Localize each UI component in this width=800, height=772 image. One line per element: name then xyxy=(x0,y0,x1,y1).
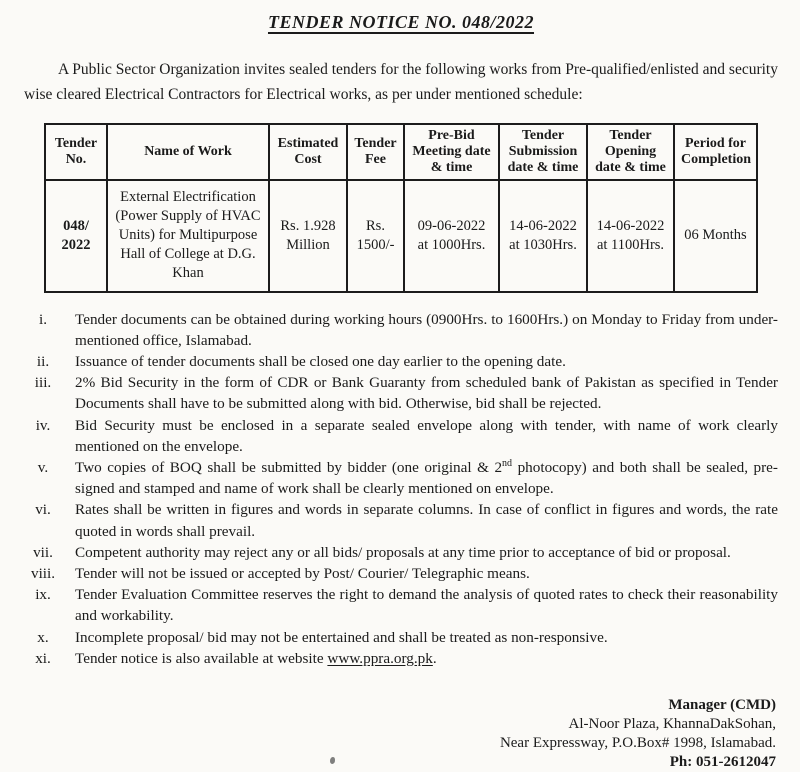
term-text-segment: . xyxy=(432,649,437,667)
page-title: TENDER NOTICE NO. 048/2022 xyxy=(267,12,535,32)
title-wrap xyxy=(24,12,778,33)
cell-name-of-work: External Electrification (Power Supply of HVAC Units) for Multipurpose Hall of College at D.G. Khan xyxy=(107,180,269,292)
term-number: viii. xyxy=(30,564,56,582)
term-text: 2% Bid Security in the form of CDR or Bank Guaranty from scheduled bank of Pakistan as specified in Tender Documents shall have to be submitted along with bid. Otherwise, bid shall be rejected. xyxy=(75,374,778,413)
term-text: Tender Evaluation Committee reserves the right to demand the analysis of quoted rates to check their reasonability and workability. xyxy=(75,586,778,625)
intro-paragraph: A Public Sector Organization invites sealed tenders for the following works from Pre-qualified/enlisted and security wise cleared Electrical Contractors for Electrical works, as per under mentioned schedule: xyxy=(24,61,778,103)
term-number: iv. xyxy=(35,416,51,434)
cell-pre-bid-meeting: 09-06-2022 at 1000Hrs. xyxy=(404,180,499,292)
cell-period-for-completion: 06 Months xyxy=(674,180,757,292)
term-text: Rates shall be written in figures and words in separate columns. In case of conflict in figures and words, the rate quoted in words shall prevail. xyxy=(75,501,778,540)
ordinal-superscript: nd xyxy=(502,457,513,469)
tender-table xyxy=(44,123,758,293)
term-text-segment: Tender notice is also available at website xyxy=(75,649,328,667)
cell-tender-no: 048/ 2022 xyxy=(45,180,107,292)
manager-title: Manager (CMD) xyxy=(668,696,776,713)
cell-tender-opening: 14-06-2022 at 1100Hrs. xyxy=(587,180,674,292)
term-text xyxy=(75,648,778,669)
table-header-row xyxy=(45,124,757,180)
term-text: Competent authority may reject any or all bids/ proposals at any time prior to acceptance of bid or proposal. xyxy=(75,543,731,561)
term-number: vii. xyxy=(33,543,53,561)
header-pre-bid-meeting: Pre-Bid Meeting date & time xyxy=(404,124,499,180)
term-number: v. xyxy=(37,458,49,476)
term-number: i. xyxy=(38,310,48,328)
term-number: ii. xyxy=(36,352,50,370)
cell-tender-fee: Rs. 1500/- xyxy=(347,180,404,292)
header-period-for-completion: Period for Completion xyxy=(674,124,757,180)
header-name-of-work: Name of Work xyxy=(107,124,269,180)
term-number: x. xyxy=(37,628,49,646)
terms-list xyxy=(24,309,778,669)
term-text: Tender will not be issued or accepted by Post/ Courier/ Telegraphic means. xyxy=(75,564,530,582)
cell-estimated-cost: Rs. 1.928 Million xyxy=(269,180,347,292)
term-text: Issuance of tender documents shall be closed one day earlier to the opening date. xyxy=(75,352,566,370)
term-text-segment: Two copies of BOQ shall be submitted by bidder (one original & 2 xyxy=(75,458,503,476)
signature-block xyxy=(24,696,778,772)
term-number: xi. xyxy=(35,649,51,667)
term-text xyxy=(75,457,778,499)
address-line-1: Al-Noor Plaza, KhannaDakSohan, xyxy=(568,715,776,732)
ppra-website-link[interactable]: www.ppra.org.pk xyxy=(327,649,433,667)
term-text: Bid Security must be enclosed in a separate sealed envelope along with tender, with name of work clearly mentioned on the envelope. xyxy=(75,416,778,455)
header-tender-submission: Tender Submission date & time xyxy=(499,124,587,180)
term-number: vi. xyxy=(35,501,51,519)
table-row xyxy=(45,180,757,292)
header-tender-no: Tender No. xyxy=(45,124,107,180)
header-tender-opening: Tender Opening date & time xyxy=(587,124,674,180)
phone-number: Ph: 051-2612047 xyxy=(669,753,776,770)
term-number: ix. xyxy=(35,586,51,604)
address-line-2: Near Expressway, P.O.Box# 1998, Islamabad. xyxy=(499,734,776,751)
term-number: iii. xyxy=(34,374,52,392)
header-tender-fee: Tender Fee xyxy=(347,124,404,180)
header-estimated-cost: Estimated Cost xyxy=(269,124,347,180)
cell-tender-submission: 14-06-2022 at 1030Hrs. xyxy=(499,180,587,292)
term-text-segment: photocopy) and both shall be sealed, pre-signed and stamped and name of work shall be clearly mentioned on envelope. xyxy=(75,458,778,498)
term-text: Tender documents can be obtained during working hours (0900Hrs. to 1600Hrs.) on Monday to Friday from under- mentioned office, Islamabad. xyxy=(75,310,778,349)
term-text: Incomplete proposal/ bid may not be entertained and shall be treated as non-responsive. xyxy=(75,628,608,646)
